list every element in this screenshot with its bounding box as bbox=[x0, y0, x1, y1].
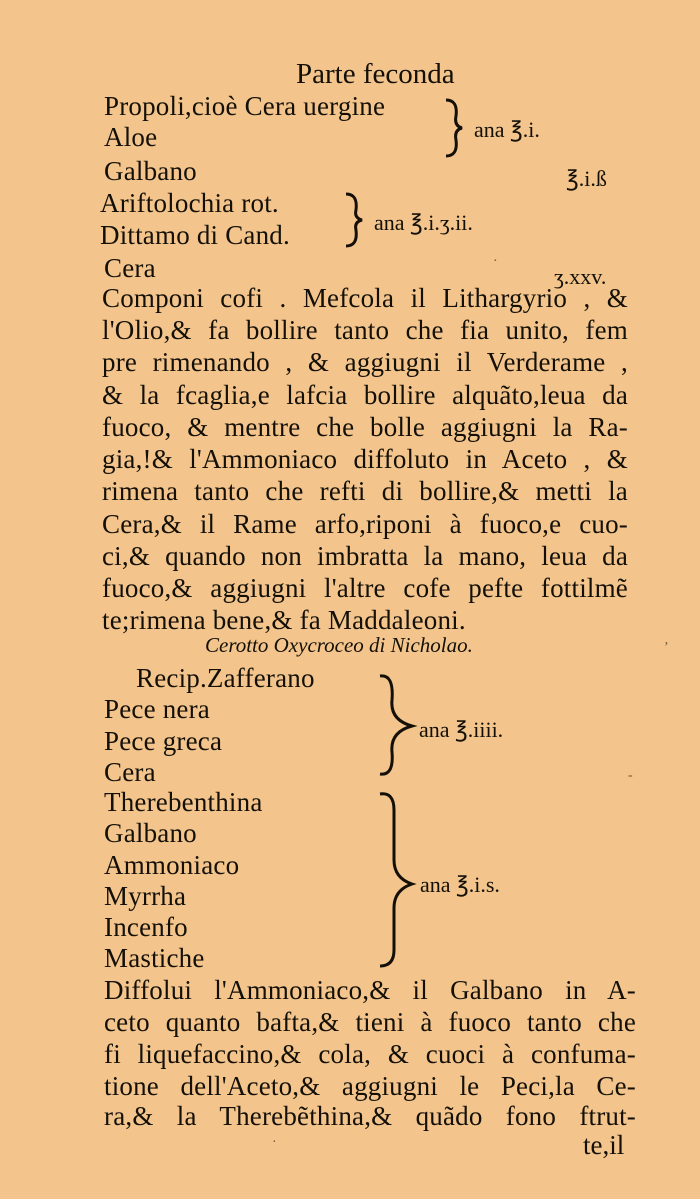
prose-line: l'Olio,& fa bollire tanto che fia unito, fem bbox=[102, 315, 628, 345]
ingredient-line: Pece nera bbox=[104, 694, 210, 724]
ingredient-line: Propoli,cioè Cera uergine bbox=[104, 91, 386, 121]
quantity-label: ana ℥.i.s. bbox=[420, 872, 500, 897]
ingredient-line: Ariftolochia rot. bbox=[100, 188, 279, 218]
curly-brace bbox=[340, 190, 370, 250]
prose-line: ci,& quando non imbratta la mano, leua da bbox=[102, 541, 628, 571]
paper-speck: · bbox=[493, 254, 498, 269]
catchword: te,il bbox=[583, 1130, 625, 1160]
ingredient-line: Cera bbox=[104, 757, 156, 787]
prose-line: pre rimenando , & aggiugni il Verderame , bbox=[102, 347, 628, 377]
prose-line: fuoco, & mentre che bolle aggiugni la Ra- bbox=[102, 412, 628, 442]
quantity-label: ana ℥.i. bbox=[474, 117, 540, 142]
prose-line: Componi cofi . Mefcola il Lithargyrio , & bbox=[102, 283, 628, 313]
paper-speck: - bbox=[628, 768, 633, 783]
ingredient-line: Mastiche bbox=[104, 943, 205, 973]
prose-line: gia,!& l'Ammoniaco diffoluto in Aceto , & bbox=[102, 444, 628, 474]
quantity-label: ana ℥.i.ʒ.ii. bbox=[374, 210, 473, 235]
paper-speck: · bbox=[272, 1135, 277, 1150]
prose-line: fuoco,& aggiugni l'altre cofe pefte fottilmẽ bbox=[102, 573, 628, 603]
ingredient-line: Galbano bbox=[104, 156, 197, 186]
ingredient-line: Pece greca bbox=[104, 726, 223, 756]
ingredient-line: Galbano bbox=[104, 818, 197, 848]
ingredient-line: Aloe bbox=[104, 122, 158, 152]
recipe-title: Cerotto Oxycroceo di Nicholao. bbox=[205, 633, 473, 657]
prose-line: ra,& la Therebẽthina,& quãdo fono ftrut- bbox=[104, 1101, 636, 1131]
running-header: Parte feconda bbox=[296, 58, 455, 90]
prose-line: Diffolui l'Ammoniaco,& il Galbano in A- bbox=[104, 975, 636, 1005]
ingredient-line: Myrrha bbox=[104, 881, 187, 911]
prose-line: rimena tanto che refti di bollire,& metti la bbox=[102, 476, 628, 506]
prose-line: & la fcaglia,e lafcia bollire alquãto,leua da bbox=[102, 380, 628, 410]
quantity-label: ʒ.xxv. bbox=[554, 264, 607, 289]
curly-brace bbox=[372, 790, 418, 970]
curly-brace bbox=[440, 96, 470, 160]
ingredient-line: Recip.Zafferano bbox=[136, 663, 315, 693]
ingredient-line: Ammoniaco bbox=[104, 850, 240, 880]
curly-brace bbox=[372, 670, 418, 782]
ingredient-line: Incenfo bbox=[104, 912, 188, 942]
quantity-label: ℥.i.ß bbox=[566, 166, 607, 191]
ingredient-line: Therebenthina bbox=[104, 787, 263, 817]
prose-line: fi liquefaccino,& cola, & cuoci à confuma- bbox=[104, 1039, 636, 1069]
prose-line: Cera,& il Rame arfo,riponi à fuoco,e cuo- bbox=[102, 509, 628, 539]
prose-line: tione dell'Aceto,& aggiugni le Peci,la Ce- bbox=[104, 1071, 636, 1101]
ingredient-line: Dittamo di Cand. bbox=[100, 220, 290, 250]
ingredient-line: Cera bbox=[104, 253, 156, 283]
prose-line: te;rimena bene,& fa Maddaleoni. bbox=[102, 605, 466, 635]
paper-speck: ʼ bbox=[664, 640, 669, 655]
quantity-label: ana ℥.iiii. bbox=[419, 717, 504, 742]
prose-line: ceto quanto bafta,& tieni à fuoco tanto che bbox=[104, 1007, 636, 1037]
